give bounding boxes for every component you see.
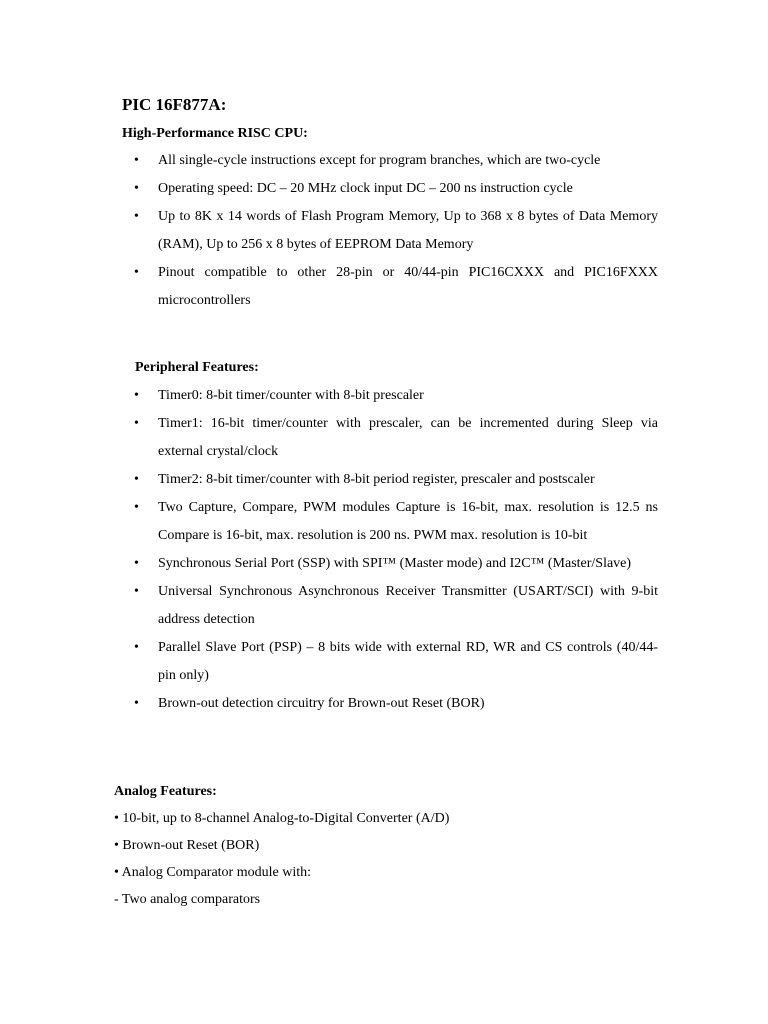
list-item-text: Pinout compatible to other 28-pin or 40/44-pin PIC16CXXX and PIC16FXXX microcontrollers [158, 265, 658, 308]
list-item [132, 690, 658, 718]
analog-feature-list [114, 805, 449, 913]
list-item-text: Timer0: 8-bit timer/counter with 8-bit prescaler [158, 388, 424, 403]
cpu-heading: High-Performance RISC CPU: [122, 126, 308, 141]
bullet-icon: • [134, 209, 139, 224]
bullet-icon: • [134, 416, 139, 431]
list-item: • Brown-out Reset (BOR) [114, 838, 260, 853]
bullet-icon: • [134, 181, 139, 196]
bullet-icon: • [134, 388, 139, 403]
list-item-text: Two Capture, Compare, PWM modules Capture is 16-bit, max. resolution is 12.5 ns Compare is 16-bit, max. resolution is 200 ns. PWM max. resolution is 10-bit [158, 500, 658, 543]
list-item: - Two analog comparators [114, 892, 261, 907]
cpu-feature-list [132, 147, 658, 315]
bullet-icon: • [134, 500, 139, 515]
list-item-text: Synchronous Serial Port (SSP) with SPI™ (Master mode) and I2C™ (Master/Slave) [158, 556, 632, 571]
list-item-text: All single-cycle instructions except for program branches, which are two-cycle [158, 153, 601, 168]
list-item-text: Operating speed: DC – 20 MHz clock input DC – 200 ns instruction cycle [158, 181, 573, 196]
list-item [132, 550, 658, 578]
bullet-icon: • [134, 696, 139, 711]
list-item-text: Brown-out detection circuitry for Brown-out Reset (BOR) [158, 696, 485, 711]
list-item [132, 382, 658, 410]
list-item [132, 147, 658, 175]
analog-heading: Analog Features: [114, 784, 217, 799]
list-item-text: Timer1: 16-bit timer/counter with prescaler, can be incremented during Sleep via external crystal/clock [158, 416, 658, 459]
bullet-icon: • [134, 153, 139, 168]
bullet-icon: • [134, 640, 139, 655]
bullet-icon: • [134, 584, 139, 599]
list-item: • 10-bit, up to 8-channel Analog-to-Digital Converter (A/D) [114, 811, 450, 826]
bullet-icon: • [134, 556, 139, 571]
list-item [132, 634, 658, 690]
list-item [132, 494, 658, 550]
list-item [132, 578, 658, 634]
peripheral-feature-list [132, 382, 658, 718]
list-item [132, 175, 658, 203]
list-item [132, 203, 658, 259]
list-item-text: Parallel Slave Port (PSP) – 8 bits wide with external RD, WR and CS controls (40/44-pin only) [158, 640, 658, 683]
list-item-text: Universal Synchronous Asynchronous Receiver Transmitter (USART/SCI) with 9-bit address detection [158, 584, 658, 627]
list-item [132, 410, 658, 466]
peripheral-heading: Peripheral Features: [135, 360, 259, 375]
list-item-text: Timer2: 8-bit timer/counter with 8-bit period register, prescaler and postscaler [158, 472, 595, 487]
list-item [132, 259, 658, 315]
list-item [132, 466, 658, 494]
bullet-icon: • [134, 265, 139, 280]
list-item: • Analog Comparator module with: [114, 865, 311, 880]
document-title: PIC 16F877A: [122, 95, 227, 114]
bullet-icon: • [134, 472, 139, 487]
list-item-text: Up to 8K x 14 words of Flash Program Memory, Up to 368 x 8 bytes of Data Memory (RAM), Up to 256 x 8 bytes of EEPROM Data Memory [158, 209, 658, 252]
